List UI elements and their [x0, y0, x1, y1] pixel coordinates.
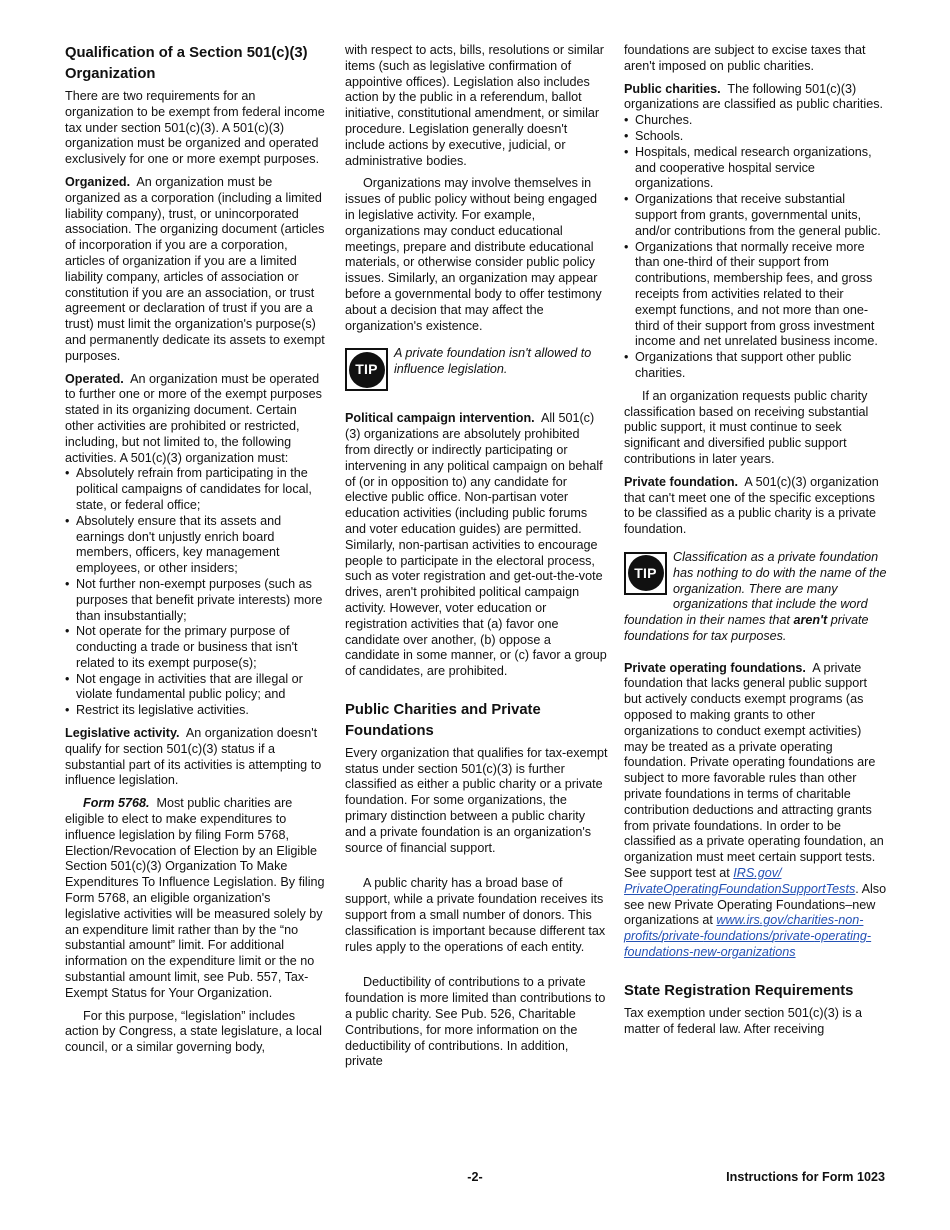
broad-base-paragraph: A public charity has a broad base of support, while a private foundation receives its support from a small number of donors. This classification is important because different tax rules apply to the operations of each entity. — [345, 876, 606, 954]
column-2 — [345, 43, 608, 1077]
list-item: • Restrict its legislative activities. — [65, 703, 249, 718]
heading-public-charities: Public Charities and Private Foundations — [345, 701, 541, 739]
legislation-definition-paragraph: For this purpose, “legislation” includes action by Congress, a state legislature, a local council, or a similar governing body, — [65, 1008, 322, 1055]
public-charities-paragraph: Public charities. The following 501(c)(3) organizations are classified as public charities. — [624, 81, 884, 112]
column-1 — [65, 43, 327, 1063]
list-item: • Not further non-exempt purposes (such as purposes that benefit private interests) more than insubstantially; — [65, 576, 323, 623]
form-5768-paragraph: Form 5768. Most public charities are eligible to elect to make expenditures to influence legislation by filing Form 5768, Election/Revocation of Election by an Eligible Section 501(c)(3) Organization To Make Expenditures To Influence Legislation. By filing Form 5768, an eligible organization's legislative activities will be measured solely by an expenditure limit rather than by the “no substantial amount” limit. For additional information on the expenditure limit or the no substantial amount limit, see Pub. 557, Tax-Exempt Status for Your Organization. — [65, 796, 325, 1000]
heading-qualification: Qualification of a Section 501(c)(3) Organization — [65, 45, 308, 82]
private-foundation-title: Private foundation. — [624, 474, 739, 489]
operating-foundations-title: Private operating foundations. — [624, 660, 806, 675]
new-organizations-link[interactable]: www.irs.gov/charities-non-profits/private-foundations/private-operating-foundations-new-organizations — [624, 913, 872, 960]
list-item: • Absolutely refrain from participating in the political campaigns of candidates for local, state, or federal office; — [65, 466, 312, 512]
heading-state-registration: State Registration Requirements — [624, 982, 854, 999]
deductibility-paragraph: Deductibility of contributions to a private foundation is more limited than contributions to a public charity. See Pub. 526, Charitable Contributions, for more information on the deductibility of contributions. In addition, private — [345, 975, 606, 1069]
support-test-link[interactable]: IRS.gov/PrivateOperatingFoundationSupportTests — [624, 866, 856, 896]
tip-text: A private foundation isn't allowed to influence legislation. — [394, 346, 592, 377]
form-5768-title: Form 5768. — [83, 796, 150, 811]
list-item: • Hospitals, medical research organizations, and cooperative hospital service organizations. — [624, 144, 872, 191]
organized-text: An organization must be organized as a corporation (including a limited liability company), trust, or unincorporated association. The organizing document (articles of incorporation if you are a corporation, articles of organization if you are a limited liability company, articles of association or constitution if you are an association, or trust agreement or declaration of trust if you are a trust) must limit the organization's purpose(s) and permanently dedicate its assets to exempt purposes. — [65, 174, 325, 363]
public-policy-paragraph: Organizations may involve themselves in issues of public policy without being engaged in legislative activity. For example, organizations may conduct educational meetings, prepare and distribute educational materials, or otherwise consider public policy issues. Similarly, an organization may appear before a governmental body to offer testimony about a decision that may affect the organization's existence. — [345, 176, 602, 333]
page-number: -2- — [467, 1170, 483, 1184]
list-item: • Not engage in activities that are illegal or violate fundamental public policy; and — [65, 671, 303, 702]
list-item: • Not operate for the primary purpose of conducting a trade or business that isn't related to its exempt purpose(s); — [65, 624, 298, 670]
list-item: • Schools. — [624, 128, 684, 143]
organized-title: Organized. — [65, 174, 131, 189]
legislation-continued-paragraph: with respect to acts, bills, resolutions or similar items (such as legislative confirmation of appointive offices). Legislation also includes action by the public in a referendum, ballot initiative, constitutional amendment, or similar procedure. Legislation generally doesn't include actions by executive, judicial, or administrative bodies. — [345, 43, 604, 168]
excise-tax-paragraph: foundations are subject to excise taxes that aren't imposed on public charities. — [624, 43, 866, 73]
legislative-title: Legislative activity. — [65, 726, 180, 741]
list-item: • Organizations that normally receive more than one-third of their support from contributions, membership fees, and gross receipts from activities related to their exempt functions, and not more than one-third of their support from gross investment income and net unrelated business income. — [624, 239, 878, 349]
list-item: • Churches. — [624, 113, 693, 128]
tip-box-legislation — [345, 346, 608, 395]
organized-paragraph — [65, 175, 327, 365]
public-charities-title: Public charities. — [624, 81, 721, 96]
legislative-paragraph: Legislative activity. An organization doesn't qualify for section 501(c)(3) status if a substantial part of its activities is attempting to influence legislation. — [65, 726, 322, 788]
list-item: • Organizations that receive substantial support from grants, governmental units, and/or contributions from the general public. — [624, 192, 881, 238]
private-foundation-paragraph: Private foundation. A 501(c)(3) organization that can't meet one of the specific exceptions to be classified as a public charity is a private foundation. — [624, 474, 879, 537]
document-title: Instructions for Form 1023 — [726, 1170, 885, 1184]
classification-paragraph: Every organization that qualifies for tax-exempt status under section 501(c)(3) is further classified as either a public charity or a private foundation. For some organizations, the primary distinction between a public charity and a private foundation is an organization's source of financial support. — [345, 745, 608, 855]
operated-text: An organization must be operated to further one or more of the exempt purposes stated in its organizing document. Certain other activities are prohibited or restricted, including, but not limited to, the following activities. A 501(c)(3) organization must: — [65, 371, 322, 465]
state-registration-paragraph: Tax exemption under section 501(c)(3) is a matter of federal law. After receiving — [624, 1005, 862, 1036]
operated-paragraph — [65, 372, 327, 467]
tip-icon: TIP — [624, 552, 667, 595]
tip-icon: TIP — [345, 348, 388, 391]
intro-paragraph: There are two requirements for an organization to be exempt from federal income tax under section 501(c)(3). A 501(c)(3) organization must be organized and operated exclusively for one or more exempt purposes. — [65, 89, 325, 167]
operated-title: Operated. — [65, 371, 124, 386]
column-3 — [624, 43, 887, 1044]
tip-box-classification: TIP Classification as a private foundation has nothing to do with the name of the organization. There are many organizations that include the word foundation in their names that aren't private foundations for tax purposes. — [624, 549, 887, 643]
public-support-paragraph: If an organization requests public charity classification based on receiving substantial public support, it must continue to seek significant and diversified public support contributions in later years. — [624, 388, 869, 466]
list-item: • Organizations that support other public charities. — [624, 350, 852, 380]
list-item: • Absolutely ensure that its assets and earnings don't unjustly enrich board members, officers, key management employees, or other insiders; — [65, 513, 282, 576]
operating-foundations-paragraph: Private operating foundations. A private foundation that lacks general public support but actively conducts exempt programs (as opposed to making grants to other organizations to conduct exempt activities) may be treated as a private operating foundation. Private operating foundations are subject to more favorable rules than other private foundations in terms of charitable contribution deductions and attracting grants from private foundations. In order to be classified as a private operating foundation, an organization must meet certain support tests. See support test at IRS.gov/PrivateOperatingFoundationSupportTests. Also see new Private Operating Foundations–new organizations at www.irs.gov/charities-non-profits/private-foundations/private-operating-foundations-new-organizations — [624, 660, 887, 960]
political-campaign-title: Political campaign intervention. — [345, 411, 535, 426]
political-campaign-paragraph: Political campaign intervention. All 501(c)(3) organizations are absolutely prohibited from directly or indirectly participating or intervening in any political campaign on behalf of (or in opposition to) any candidate for elective public office. Non-partisan voter education activities (including public forums and voter education guides) are permitted. Similarly, non-partisan activities to encourage people to participate in the electoral process, such as voter registration and get-out-the-vote drives, aren't prohibited political campaign activity. However, voter education or registration activities that (a) favor one candidate over another, (b) oppose a candidate in some manner, or (c) favor a group of candidates, are prohibited. — [345, 411, 607, 679]
